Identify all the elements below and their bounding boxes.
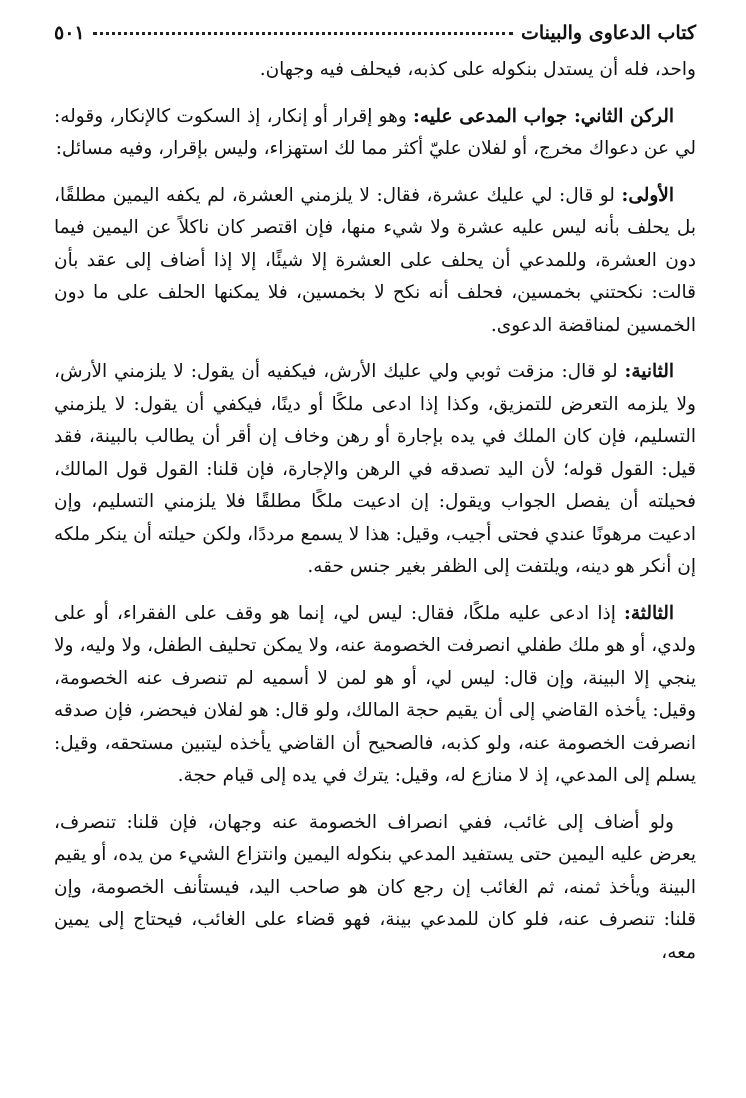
paragraph-text: إذا ادعى عليه ملكًا، فقال: ليس لي، إنما هو وقف على الفقراء، أو على ولدي، أو هو ملك طفلي انصرفت الخصومة عنه، ولا يمكن تحليف الطفل، ولا وليه، ولا ينجي إلا البينة، وإن قال: ليس لي، أو هو لمن لا أسميه لم تنصرف عنه الخصومة، وقيل: يأخذه القاضي إلى أن يقيم حجة المالك، ولو قال: هو لفلان فيحضر، فإن صدقه انصرفت الخصومة عنه، ولو كذبه، فالصحيح أن القاضي يأخذه ليتبين مستحقه، وقيل: يسلم إلى المدعي، إذ لا منازع له، وقيل: يترك في يده إلى قيام حجة.	[54, 602, 696, 786]
issue-heading: الثانية:	[624, 361, 674, 382]
paragraph-text: لو قال: مزقت ثوبي ولي عليك الأرش، فيكفيه أن يقول: لا يلزمني الأرش، ولا يلزمه التعرض للتمزيق، وكذا إذا ادعى ملكًا أو دينًا، فيكفي أن يقول: لا يلزمني التسليم، فإن كان الملك في يده بإجارة أو رهن وخاف إن أقر أن يطالب بالبينة، فقد قيل: القول قوله؛ لأن اليد تصدقه في الرهن والإجارة، فإن قلنا: القول قول المالك، فحيلته أن يفصل الجواب ويقول: إن ادعيت ملكًا مطلقًا فلا يلزمني التسليم، وإن ادعيت مرهونًا عندي فحتى أجيب، وقيل: هذا لا يسمع مرددًا، ولكن حيلته أن ينكر ملكه إن أنكر هو دينه، ويلتفت إلى الظفر بغير جنس حقه.	[54, 361, 696, 577]
page-number: ٥٠١	[54, 22, 85, 44]
running-header	[54, 18, 696, 48]
paragraph-continuation	[54, 54, 696, 87]
issue-heading: الأولى:	[621, 184, 674, 206]
paragraph-text: وهو إقرار أو إنكار، إذ السكوت كالإنكار، وقوله: لي عن دعواك مخرج، أو لفلان عليّ أكثر مما لك استهزاء، وليس بإقرار، وفيه مسائل:	[54, 105, 696, 159]
paragraph-text: واحد، فله أن يستدل بنكوله على كذبه، فيحلف فيه وجهان.	[259, 59, 696, 80]
paragraph-text: لو قال: لي عليك عشرة، فقال: لا يلزمني العشرة، لم يكفه اليمين مطلقًا، بل يحلف بأنه ليس عليه عشرة ولا شيء منها، فإن اقتصر كان ناكلاً عن اليمين فيما دون العشرة، وللمدعي أن يحلف على العشرة إلا شيئًا، إلا إذا أضاف إلى عقد بأن قالت: نكحتني بخمسين، فحلف أنه نكح لا بخمسين، فلا يمكنها الحلف على ما دون الخمسين لمناقضة الدعوى.	[54, 184, 696, 336]
paragraph-second-pillar	[54, 101, 696, 166]
paragraph-issue-third	[54, 598, 696, 793]
dotted-leader	[93, 32, 513, 35]
paragraph-issue-first	[54, 180, 696, 343]
header-title: كتاب الدعاوى والبينات	[520, 22, 696, 44]
paragraph-text: ولو أضاف إلى غائب، ففي انصراف الخصومة عنه وجهان، فإن قلنا: تنصرف، يعرض عليه اليمين حتى يستفيد المدعي بنكوله اليمين وانتزاع الشيء من يده، أو يقيم البينة ويأخذ ثمنه، ثم الغائب إن رجع كان هو صاحب اليد، فيستأنف الخصومة، وإن قلنا: تنصرف عنه، فلو كان للمدعي بينة، فهو قضاء على الغائب، فيحتاج إلى يمين معه،	[54, 811, 696, 963]
page-body	[54, 54, 696, 969]
paragraph-absent-party	[54, 807, 696, 970]
issue-heading: الثالثة:	[624, 602, 674, 624]
section-heading: الركن الثاني: جواب المدعى عليه:	[413, 105, 674, 127]
paragraph-issue-second	[54, 356, 696, 584]
